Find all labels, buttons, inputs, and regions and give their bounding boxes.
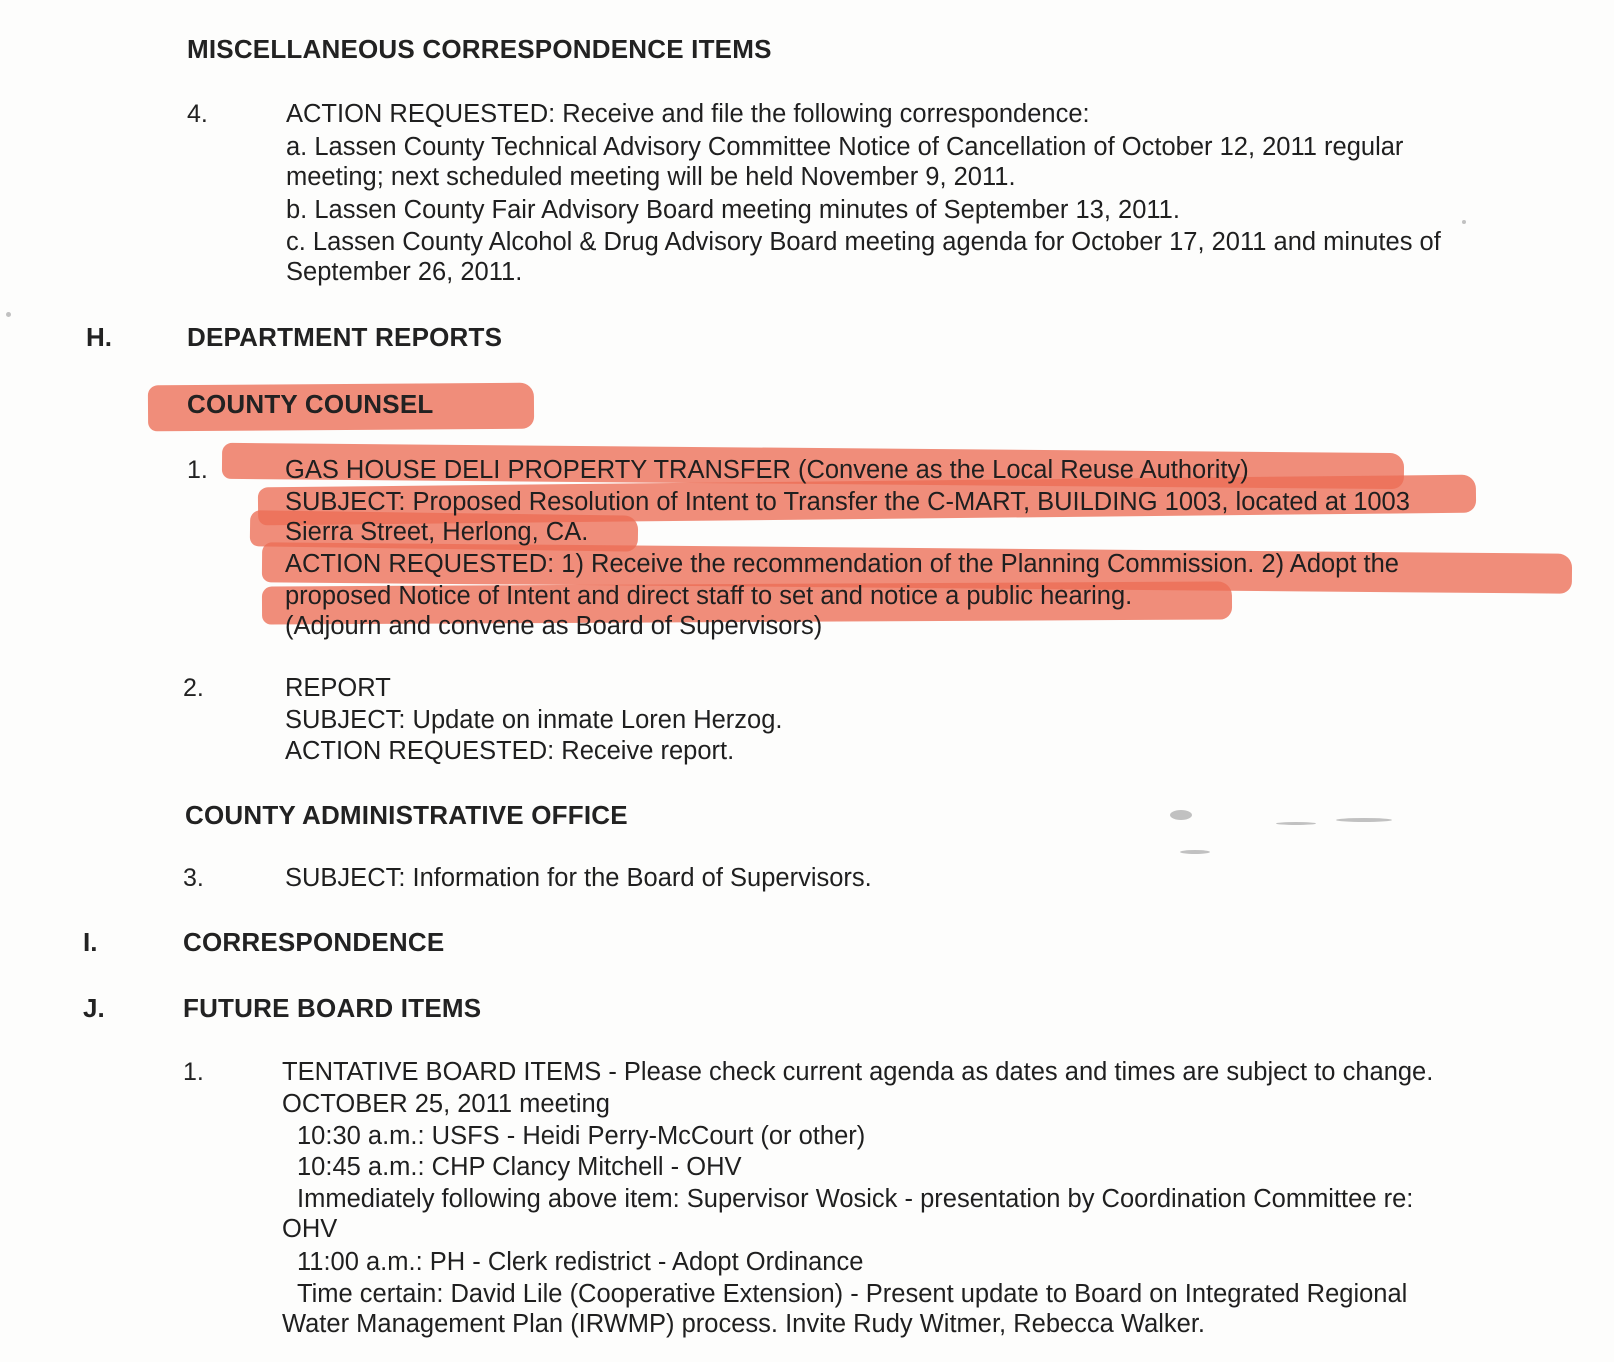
department-reports-heading: DEPARTMENT REPORTS <box>187 322 503 352</box>
scan-speck <box>1462 220 1466 224</box>
misc-line: September 26, 2011. <box>286 258 523 286</box>
tentative-line: 11:00 a.m.: PH - Clerk redistrict - Adopt Ordinance <box>297 1248 864 1276</box>
tentative-line: TENTATIVE BOARD ITEMS - Please check current agenda as dates and times are subject to change. <box>282 1058 1434 1086</box>
scan-smudge <box>1180 850 1210 854</box>
item-number: 4. <box>187 100 208 128</box>
misc-line: c. Lassen County Alcohol & Drug Advisory Board meeting agenda for October 17, 2011 and minutes of <box>286 228 1441 256</box>
gas-house-line <box>285 582 1132 611</box>
gas-house-line-text: proposed Notice of Intent and direct staff to set and notice a public hearing. <box>285 582 1133 610</box>
report-line: ACTION REQUESTED: Receive report. <box>285 737 735 765</box>
scan-smudge <box>1276 822 1316 825</box>
gas-house-line <box>285 518 588 547</box>
item-number: 1. <box>183 1058 204 1086</box>
gas-house-line-text: (Adjourn and convene as Board of Supervisors) <box>285 612 823 640</box>
tentative-line: Water Management Plan (IRWMP) process. Invite Rudy Witmer, Rebecca Walker. <box>282 1310 1206 1338</box>
info-line: SUBJECT: Information for the Board of Supervisors. <box>285 864 872 892</box>
gas-house-line-text: SUBJECT: Proposed Resolution of Intent to Transfer the C-MART, BUILDING 1003, located at 1003 <box>285 488 1410 516</box>
future-board-items-heading: FUTURE BOARD ITEMS <box>183 993 482 1023</box>
section-letter-i: I. <box>83 927 98 957</box>
item-number: 2. <box>183 674 204 702</box>
tentative-line: OCTOBER 25, 2011 meeting <box>282 1090 610 1118</box>
county-counsel-heading-text: COUNTY COUNSEL <box>187 389 434 419</box>
gas-house-line <box>285 488 1410 517</box>
gas-house-line-text: ACTION REQUESTED: 1) Receive the recommendation of the Planning Commission. 2) Adopt the <box>285 550 1399 578</box>
tentative-line: 10:30 a.m.: USFS - Heidi Perry-McCourt (or other) <box>297 1122 866 1150</box>
item-number: 1. <box>187 456 208 484</box>
misc-line: ACTION REQUESTED: Receive and file the following correspondence: <box>286 100 1090 128</box>
section-letter-h: H. <box>86 322 112 352</box>
tentative-line: Immediately following above item: Supervisor Wosick - presentation by Coordination Committee re: <box>297 1185 1414 1213</box>
tentative-line: 10:45 a.m.: CHP Clancy Mitchell - OHV <box>297 1153 742 1181</box>
scan-speck <box>6 312 11 317</box>
item-number: 3. <box>183 864 204 892</box>
gas-house-line <box>285 550 1399 579</box>
gas-house-line-text: Sierra Street, Herlong, CA. <box>285 518 589 546</box>
misc-line: meeting; next scheduled meeting will be held November 9, 2011. <box>286 163 1016 191</box>
section-letter-j: J. <box>83 993 105 1023</box>
report-line: SUBJECT: Update on inmate Loren Herzog. <box>285 706 783 734</box>
scan-smudge <box>1170 810 1192 820</box>
gas-house-line <box>285 612 822 641</box>
correspondence-heading: CORRESPONDENCE <box>183 927 445 957</box>
misc-correspondence-heading: MISCELLANEOUS CORRESPONDENCE ITEMS <box>187 34 772 64</box>
tentative-line: OHV <box>282 1215 338 1243</box>
county-counsel-heading <box>187 389 433 420</box>
gas-house-line-text: GAS HOUSE DELI PROPERTY TRANSFER (Convene as the Local Reuse Authority) <box>285 456 1249 484</box>
misc-line: a. Lassen County Technical Advisory Committee Notice of Cancellation of October 12, 2011 regular <box>286 133 1404 161</box>
misc-line: b. Lassen County Fair Advisory Board meeting minutes of September 13, 2011. <box>286 196 1180 224</box>
report-line: REPORT <box>285 674 391 702</box>
gas-house-line <box>285 456 1249 485</box>
scan-smudge <box>1336 818 1392 822</box>
tentative-line: Time certain: David Lile (Cooperative Extension) - Present update to Board on Integrated Regional <box>297 1280 1408 1308</box>
county-admin-office-heading: COUNTY ADMINISTRATIVE OFFICE <box>185 800 628 830</box>
